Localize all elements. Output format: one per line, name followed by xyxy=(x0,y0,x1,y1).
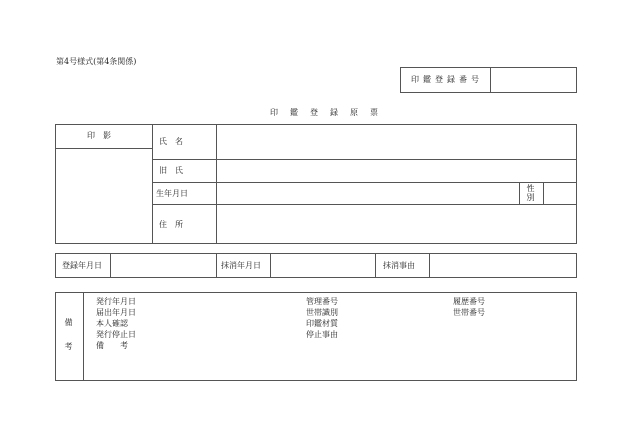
seal-impression-label: 印 影 xyxy=(87,131,111,140)
registration-date-label: 登録年月日 xyxy=(62,261,102,270)
address-label: 住 所 xyxy=(159,220,183,229)
remarks-col1-item: 発行年月日 xyxy=(96,297,136,306)
main-table xyxy=(55,124,577,244)
remarks-col2-item: 停止事由 xyxy=(306,330,338,339)
remarks-label: 備考 xyxy=(64,318,73,366)
cancellation-date-label: 抹消年月日 xyxy=(221,261,261,270)
dates-row xyxy=(55,253,577,278)
name-label: 氏 名 xyxy=(159,137,183,146)
birthdate-label: 生年月日 xyxy=(156,189,188,198)
remarks-col3-item: 世帯番号 xyxy=(453,308,485,317)
former-name-label: 旧 氏 xyxy=(159,166,183,175)
remarks-col1-item: 備 考 xyxy=(96,341,128,350)
remarks-col2-item: 世帯識別 xyxy=(306,308,338,317)
form-number: 第4号様式(第4条関係) xyxy=(56,57,137,66)
registration-number-label: 印鑑登録番号 xyxy=(411,75,483,84)
remarks-col1-item: 発行停止日 xyxy=(96,330,136,339)
remarks-col1-item: 本人確認 xyxy=(96,319,128,328)
remarks-col2-item: 印鑑材質 xyxy=(306,319,338,328)
remarks-col2-item: 管理番号 xyxy=(306,297,338,306)
gender-label: 性別 xyxy=(526,184,535,202)
remarks-col3-item: 履歴番号 xyxy=(453,297,485,306)
remarks-col1-item: 届出年月日 xyxy=(96,308,136,317)
cancellation-reason-label: 抹消事由 xyxy=(383,261,415,270)
page-title: 印鑑登録原票 xyxy=(270,108,390,117)
